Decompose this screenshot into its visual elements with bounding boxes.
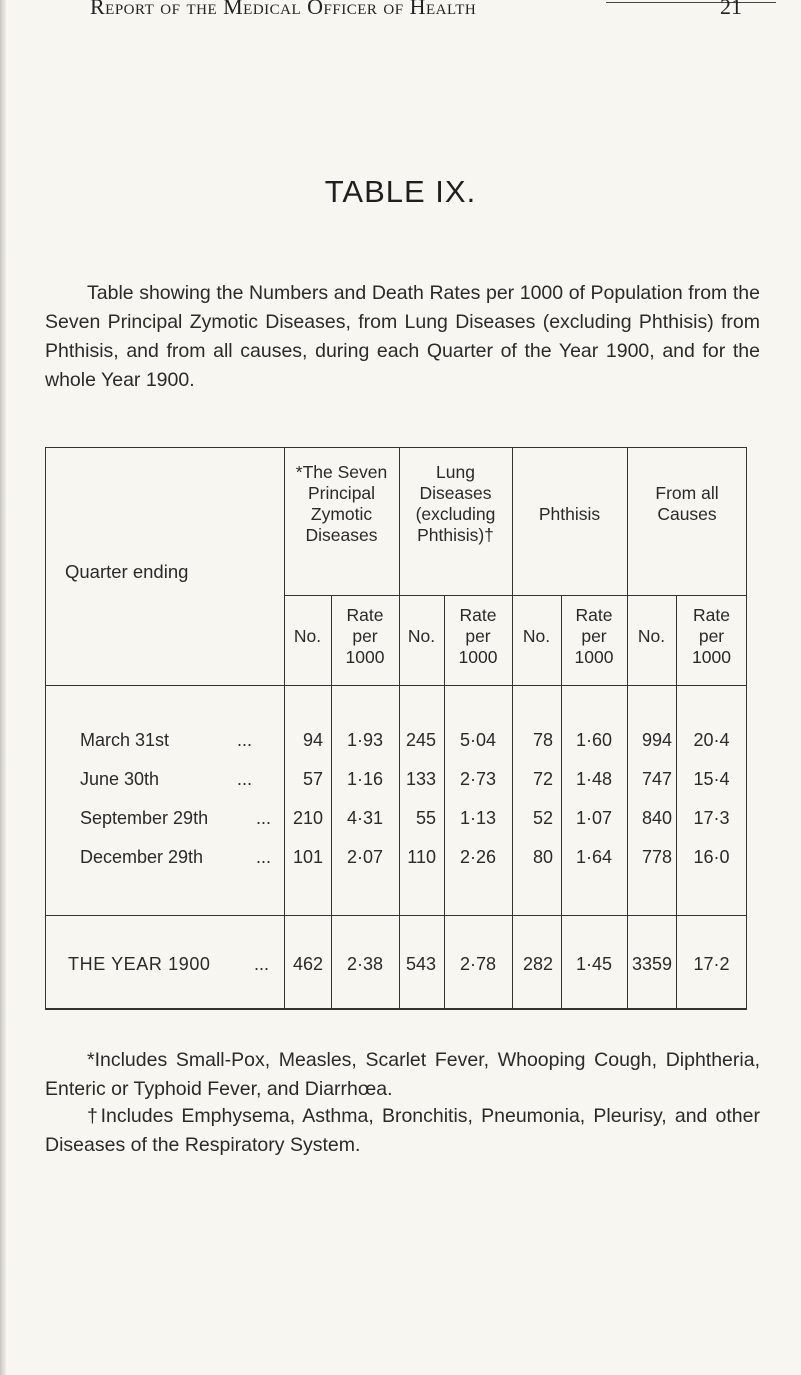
- count-cell: 840: [641, 808, 672, 828]
- sub-header-rate: Rate per 1000: [692, 605, 731, 667]
- rate-cell: 1·93: [346, 730, 384, 750]
- rate-cell: 1·07: [575, 808, 613, 828]
- rate-cell: 20·4: [693, 730, 730, 750]
- sub-header-no: No.: [407, 626, 436, 646]
- rate-cell: 1·64: [575, 847, 613, 867]
- row-label: December 29th: [80, 847, 204, 867]
- row-label: June 30th: [80, 769, 160, 789]
- leader-dots: ...: [254, 954, 270, 974]
- count-cell: 543: [405, 954, 436, 974]
- rate-cell: 2·38: [346, 954, 384, 974]
- table-right-border: [746, 447, 747, 1009]
- header-body-rule: [45, 685, 747, 686]
- group-header-rule: [284, 595, 747, 596]
- running-title: Report of the Medical Officer of Health: [90, 0, 477, 19]
- count-cell: 245: [405, 730, 436, 750]
- sub-header-no: No.: [637, 626, 666, 646]
- count-cell: 994: [641, 730, 672, 750]
- table-left-border: [45, 447, 46, 1009]
- count-cell: 55: [415, 808, 436, 828]
- group-header-all-causes: From all Causes: [655, 483, 719, 524]
- rate-cell: 1·48: [575, 769, 613, 789]
- count-cell: 72: [532, 769, 553, 789]
- count-cell: 57: [302, 769, 323, 789]
- row-label: THE YEAR 1900: [68, 954, 211, 974]
- count-cell: 3359: [631, 954, 672, 974]
- leader-dots: ...: [237, 769, 253, 789]
- count-cell: 80: [532, 847, 553, 867]
- leader-dots: ...: [256, 808, 272, 828]
- running-head: [0, 0, 801, 22]
- count-cell: 101: [292, 847, 323, 867]
- rate-cell: 2·73: [459, 769, 497, 789]
- count-cell: 94: [302, 730, 323, 750]
- count-cell: 282: [522, 954, 553, 974]
- count-cell: 747: [641, 769, 672, 789]
- rate-cell: 2·78: [459, 954, 497, 974]
- rate-cell: 1·13: [459, 808, 497, 828]
- count-cell: 133: [405, 769, 436, 789]
- footnote-lung: †Includes Emphysema, Asthma, Bronchitis, Pneumonia, Pleurisy, and other Diseases of the Respiratory System.: [45, 1105, 760, 1156]
- rate-cell: 2·07: [346, 847, 384, 867]
- group-header-lung: Lung Diseases (excluding Phthisis)†: [415, 462, 496, 545]
- count-cell: 462: [292, 954, 323, 974]
- rate-cell: 4·31: [346, 808, 384, 828]
- row-label: September 29th: [80, 808, 209, 828]
- sub-header-rate: Rate per 1000: [574, 605, 614, 667]
- rate-cell: 17·2: [693, 954, 730, 974]
- page-number: 21: [720, 0, 742, 19]
- rate-cell: 5·04: [459, 730, 497, 750]
- column-divider: [627, 447, 628, 1009]
- group-header-phthisis: Phthisis: [538, 504, 601, 524]
- rate-cell: 16·0: [693, 847, 730, 867]
- table-top-border: [45, 447, 747, 448]
- table-title: TABLE IX.: [324, 174, 477, 209]
- count-cell: 778: [641, 847, 672, 867]
- group-header-zymotic: *The Seven Principal Zymotic Diseases: [295, 462, 388, 545]
- count-cell: 210: [292, 808, 323, 828]
- sub-header-no: No.: [293, 626, 322, 646]
- mortality-table: [45, 447, 747, 1009]
- sub-header-no: No.: [522, 626, 551, 646]
- sub-header-rate: Rate per 1000: [458, 605, 498, 667]
- leader-dots: ...: [237, 730, 253, 750]
- table-description: Table showing the Numbers and Death Rates per 1000 of Population from the Seven Principal Zymotic Diseases, from Lung Diseases (excluding Phthisis) from Phthisis, and from all causes, during each Quarter of the Year 1900, and for the whole Year 1900.: [45, 282, 760, 391]
- rate-cell: 1·60: [575, 730, 613, 750]
- footnote-zymotic: *Includes Small-Pox, Measles, Scarlet Fever, Whooping Cough, Diphtheria, Enteric or Typhoid Fever, and Diarrhœa.: [45, 1049, 760, 1100]
- count-cell: 110: [407, 847, 436, 867]
- header-rule: [606, 2, 776, 3]
- count-cell: 78: [532, 730, 553, 750]
- rate-cell: 1·16: [346, 769, 384, 789]
- rate-cell: 15·4: [693, 769, 730, 789]
- row-label: March 31st: [80, 730, 170, 750]
- rate-cell: 1·45: [575, 954, 613, 974]
- table-bottom-border: [45, 1008, 747, 1010]
- column-divider: [512, 447, 513, 1009]
- leader-dots: ...: [256, 847, 272, 867]
- total-row-rule: [45, 915, 747, 916]
- rate-cell: 2·26: [459, 847, 497, 867]
- sub-header-rate: Rate per 1000: [345, 605, 385, 667]
- count-cell: 52: [532, 808, 553, 828]
- stub-header: Quarter ending: [65, 561, 189, 582]
- rate-cell: 17·3: [693, 808, 730, 828]
